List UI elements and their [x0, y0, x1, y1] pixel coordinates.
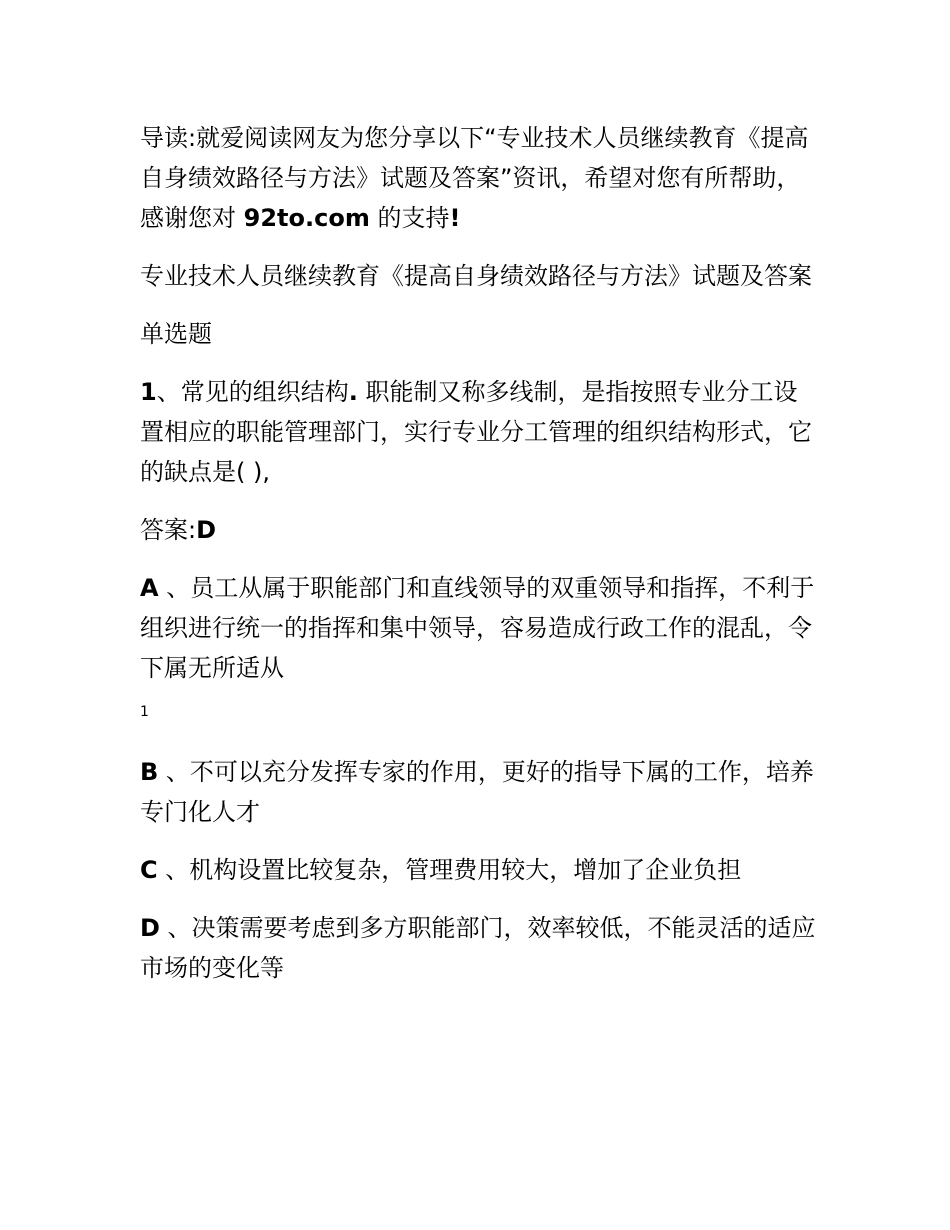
answer-value: D	[196, 516, 217, 544]
option-text: 、决策需要考虑到多方职能部门，效率较低，不能灵活的适应市场的变化等	[140, 914, 816, 982]
document-body	[140, 118, 820, 1006]
answer-label: 答案:	[140, 516, 197, 544]
option-text: 、不可以充分发挥专家的作用，更好的指导下属的工作，培养专门化人才	[140, 758, 814, 826]
intro-paragraph	[140, 118, 820, 238]
intro-exclaim: !	[449, 204, 461, 232]
option-letter: D	[140, 914, 160, 942]
answer-line	[140, 510, 820, 550]
section-heading: 单选题	[140, 320, 212, 348]
option-d	[140, 908, 820, 988]
option-letter: B	[140, 758, 159, 786]
document-title: 专业技术人员继续教育《提高自身绩效路径与方法》试题及答案	[140, 262, 812, 290]
page-number: 1	[140, 704, 149, 720]
option-c	[140, 850, 820, 890]
option-b	[140, 752, 820, 832]
question-1	[140, 372, 820, 492]
option-text: 、机构设置比较复杂，管理费用较大，增加了企业负担	[157, 856, 742, 884]
intro-text-end: 的支持	[369, 204, 450, 232]
question-text: 、常见的组织结构	[156, 378, 349, 406]
question-text-2: 职能制又称多线制，是指按照专业分工设置相应的职能管理部门，实行专业分工管理的组织结构形式，它的缺点是( ),	[140, 378, 812, 486]
option-letter: C	[140, 856, 158, 884]
question-number: 1	[140, 378, 157, 406]
option-letter: A	[140, 574, 159, 602]
option-text: 、员工从属于职能部门和直线领导的双重领导和指挥，不利于组织进行统一的指挥和集中领导，容易造成行政工作的混乱，令下属无所适从	[140, 574, 815, 682]
option-a	[140, 568, 820, 688]
intro-text: 导读:就爱阅读网友为您分享以下“专业技术人员继续教育《提高自身绩效路径与方法》试题及答案”资讯，希望对您有所帮助，感谢您对	[140, 124, 809, 232]
site-name: 92to.com	[243, 204, 370, 232]
question-dot: .	[348, 378, 358, 406]
